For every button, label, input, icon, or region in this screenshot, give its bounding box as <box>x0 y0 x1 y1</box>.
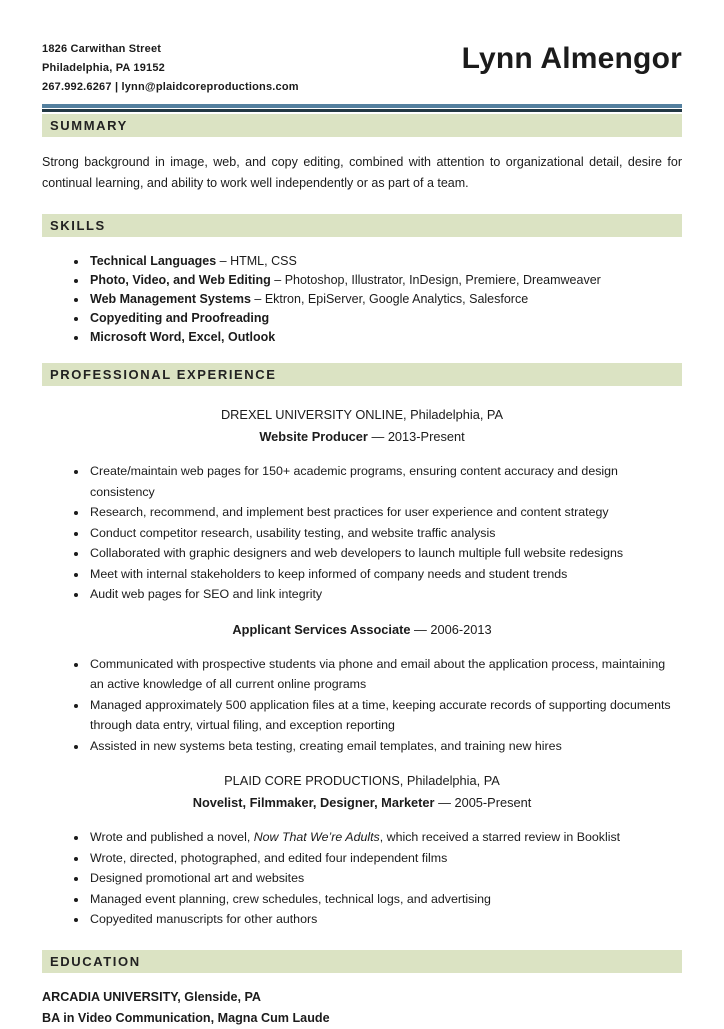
bullet-item: • Copyedited manuscripts for other authors <box>88 909 682 930</box>
skill-item <box>88 328 682 347</box>
bullet-item: • Audit web pages for SEO and link integrity <box>88 584 682 605</box>
education-school: ARCADIA UNIVERSITY, Glenside, PA <box>42 989 262 1004</box>
summary-text: Strong background in image, web, and copy editing, combined with attention to organizational detail, desire for continual learning, and ability to work well independently or as part of a team. <box>42 155 682 190</box>
company-name: DREXEL UNIVERSITY ONLINE, Philadelphia, PA <box>220 407 504 422</box>
bullet-item: • Managed event planning, crew schedules, technical logs, and advertising <box>88 889 682 910</box>
section-header-experience: PROFESSIONAL EXPERIENCE <box>42 363 682 386</box>
skill-lead: Copyediting and Proofreading <box>90 311 270 325</box>
job-bullets-drexel <box>42 461 682 605</box>
job-role: Website Producer <box>259 429 368 444</box>
skill-item <box>88 290 682 309</box>
job-title-line <box>42 426 682 448</box>
job-dates: — 2006-2013 <box>410 621 492 637</box>
novel-title: Now That We’re Adults <box>253 830 380 844</box>
skill-lead: Photo, Video, and Web Editing <box>90 273 271 287</box>
job-bullets-plaid-core <box>42 827 682 930</box>
job-heading-plaid-core <box>42 770 682 814</box>
company-name: PLAID CORE PRODUCTIONS, Philadelphia, PA <box>224 773 500 788</box>
header-rule-bottom <box>42 109 682 112</box>
skill-item <box>88 309 682 328</box>
job-bullets-applicant-services <box>42 654 682 757</box>
job-title-line <box>42 792 682 814</box>
job-heading-drexel <box>42 404 682 448</box>
bullet-item: • Meet with internal stakeholders to keep informed of company needs and student trends <box>88 564 682 585</box>
contact-block <box>42 40 299 97</box>
section-header-education: EDUCATION <box>42 950 682 973</box>
job-role: Applicant Services Associate <box>232 621 411 637</box>
job-heading-applicant-services <box>42 619 682 641</box>
skill-item <box>88 271 682 290</box>
job-role: Novelist, Filmmaker, Designer, Marketer <box>192 795 435 810</box>
bullet-text-post: , which received a starred review in Booklist <box>379 830 621 844</box>
bullet-item: • Collaborated with graphic designers and web developers to launch multiple full website redesigns <box>88 543 682 564</box>
bullet-item: • Research, recommend, and implement best practices for user experience and content strategy <box>88 502 682 523</box>
skills-list <box>42 252 682 347</box>
education-degree: BA in Video Communication, Magna Cum Laude <box>42 1010 330 1025</box>
address-line-2: Philadelphia, PA 19152 <box>42 62 166 74</box>
section-header-summary: SUMMARY <box>42 114 682 137</box>
skill-lead: Microsoft Word, Excel, Outlook <box>90 330 276 344</box>
bullet-item: • Wrote, directed, photographed, and edited four independent films <box>88 848 682 869</box>
skill-lead: Technical Languages <box>90 254 217 268</box>
skill-detail: – HTML, CSS <box>216 254 297 268</box>
skill-detail: – Photoshop, Illustrator, InDesign, Premiere, Dreamweaver <box>270 273 601 287</box>
phone-email-line: 267.992.6267 | lynn@plaidcoreproductions.com <box>42 81 299 93</box>
bullet-text-pre: Wrote and published a novel, <box>90 830 254 844</box>
skill-lead: Web Management Systems <box>90 292 251 306</box>
skill-item <box>88 252 682 271</box>
job-dates: — 2005-Present <box>434 795 532 810</box>
header <box>42 40 682 97</box>
address-line-1: 1826 Carwithan Street <box>42 43 162 55</box>
skill-detail: – Ektron, EpiServer, Google Analytics, Salesforce <box>250 292 529 306</box>
job-dates: — 2013-Present <box>367 429 465 444</box>
job-title-line <box>42 619 682 641</box>
bullet-item <box>88 827 682 848</box>
bullet-item: • Conduct competitor research, usability testing, and website traffic analysis <box>88 523 682 544</box>
bullet-item: • Communicated with prospective students via phone and email about the application process, maintaining an active knowledge of all current online programs <box>88 654 682 695</box>
bullet-item: • Designed promotional art and websites <box>88 868 682 889</box>
bullet-item: • Managed approximately 500 application files at a time, keeping accurate records of supporting documents through data entry, virtual filing, and exception reporting <box>88 695 682 736</box>
section-header-skills: SKILLS <box>42 214 682 237</box>
bullet-item: • Create/maintain web pages for 150+ academic programs, ensuring content accuracy and design consistency <box>88 461 682 502</box>
resume-name: Lynn Almengor <box>461 42 682 75</box>
header-rule <box>42 104 682 112</box>
bullet-item: • Assisted in new systems beta testing, creating email templates, and training new hires <box>88 736 682 757</box>
